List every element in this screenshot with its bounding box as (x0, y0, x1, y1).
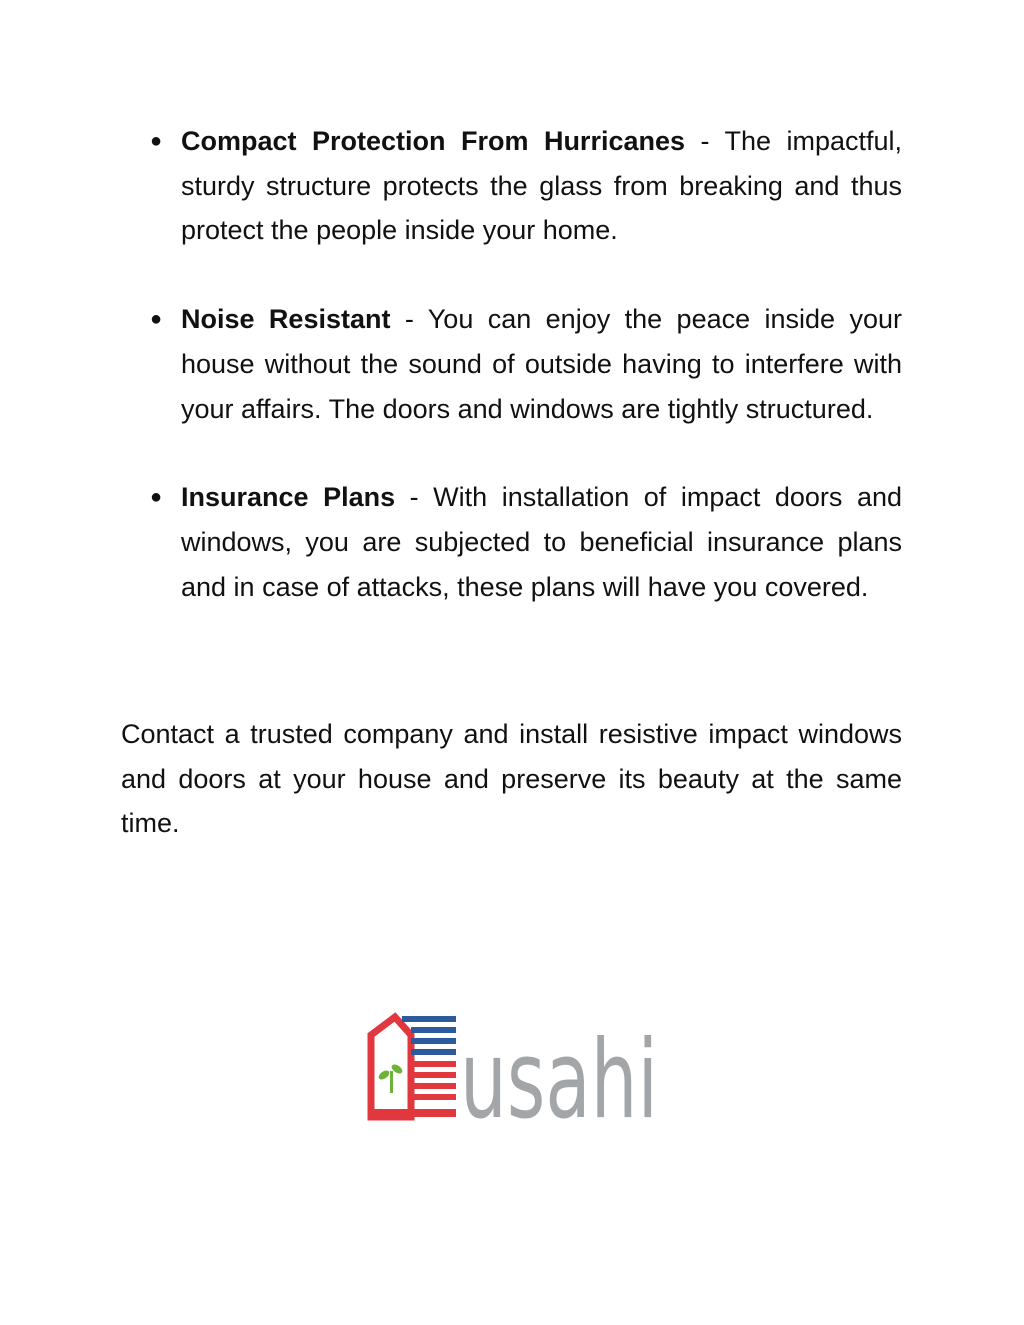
bullet-icon: ● (150, 130, 163, 152)
logo-stripe-blue (402, 1016, 456, 1022)
feature-description: - With installation of impact doors and windows, you are subjected to beneficial insurance plans and in case of attacks, these plans will have you covered. (181, 482, 902, 602)
list-item (150, 119, 902, 253)
feature-list (150, 119, 902, 609)
closing-paragraph: Contact a trusted company and install resistive impact windows and doors at your house and preserve its beauty at the same time. (121, 719, 902, 839)
bullet-icon: ● (150, 308, 163, 331)
logo-stripe-red (371, 1109, 456, 1117)
feature-term: Insurance Plans (181, 482, 396, 513)
logo-stripe-red (411, 1061, 456, 1067)
logo-stripe-red (411, 1083, 456, 1089)
logo-stripe-red (411, 1072, 456, 1078)
feature-description: - The impactful, sturdy structure protects the glass from breaking and thus protect the people inside your home. (181, 126, 903, 246)
feature-term: Compact Protection From Hurricanes (181, 126, 686, 156)
logo-stripe-red (411, 1094, 456, 1100)
feature-term: Noise Resistant (181, 304, 391, 335)
feature-description: - You can enjoy the peace inside your house without the sound of outside having to interfere with your affairs. The doors and windows are tightly structured. (181, 304, 902, 424)
logo-wordmark: usahi (460, 1018, 658, 1143)
logo-stripe-blue (411, 1038, 456, 1044)
logo-house-outline (371, 1017, 411, 1117)
logo-stripe-blue (411, 1049, 456, 1055)
list-item (150, 475, 902, 609)
logo-plant-leaf (377, 1069, 391, 1082)
logo-stripe-blue (411, 1027, 456, 1033)
logo-plant-stem (390, 1071, 393, 1093)
usahi-logo (368, 1005, 660, 1143)
list-item (150, 297, 902, 431)
bullet-icon: ● (150, 486, 163, 509)
